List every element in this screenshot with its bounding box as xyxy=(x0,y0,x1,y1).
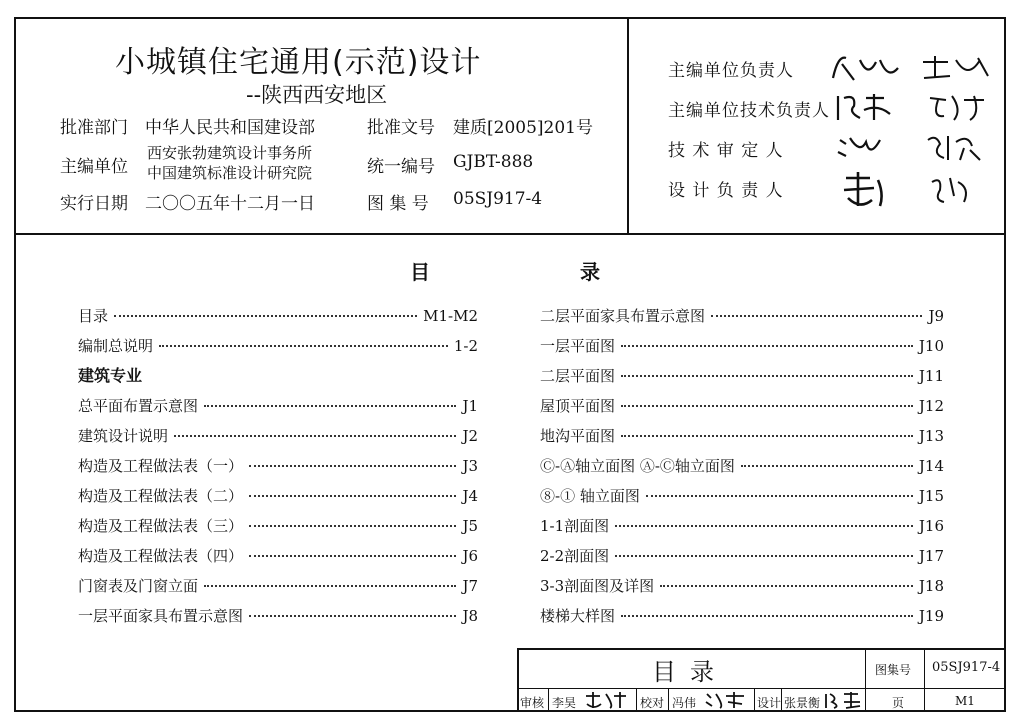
approval-doc-value: 建质[2005]201号 xyxy=(453,118,593,138)
toc-entry-title: 构造及工程做法表（三） xyxy=(78,517,244,535)
toc-entry[interactable] xyxy=(540,305,944,331)
toc-entry-page: J16 xyxy=(918,517,944,535)
role-design-lead xyxy=(668,170,998,206)
toc-entry-page: J12 xyxy=(918,397,944,415)
atlas-no-value: 05SJ917-4 xyxy=(453,189,543,209)
role-technical-reviewer xyxy=(668,130,998,166)
toc-entry[interactable] xyxy=(540,455,944,481)
leader-dots xyxy=(621,375,913,377)
page-label: 页 xyxy=(892,696,905,710)
title-block-mid-line xyxy=(517,688,1006,689)
toc-entry-title: 构造及工程做法表（二） xyxy=(78,487,244,505)
handwritten-signature xyxy=(840,170,998,210)
handwritten-signature xyxy=(836,130,998,164)
toc-entry-page: J15 xyxy=(918,487,944,505)
toc-entry-title: 编制总说明 xyxy=(78,337,154,355)
toc-entry-page: J6 xyxy=(462,547,478,565)
atlas-main-title: 小城镇住宅通用(示范)设计 xyxy=(115,45,482,80)
toc-entry-title: 二层平面家具布置示意图 xyxy=(540,307,706,325)
role-label: 主编单位技术负责人 xyxy=(668,101,830,121)
toc-entry-page: J17 xyxy=(918,547,944,565)
toc-entry[interactable] xyxy=(78,605,478,631)
leader-dots xyxy=(114,315,417,317)
toc-entry-page: J13 xyxy=(918,427,944,445)
toc-entry-title: 建筑设计说明 xyxy=(78,427,169,445)
toc-entry-title: 一层平面图 xyxy=(540,337,616,355)
handwritten-signature xyxy=(834,90,998,124)
header-column-divider xyxy=(627,17,629,234)
leader-dots xyxy=(615,555,913,557)
leader-dots xyxy=(711,315,922,317)
toc-entry-page: J11 xyxy=(918,367,944,385)
role-label: 设 计 负 责 人 xyxy=(668,181,784,201)
title-block-divider xyxy=(865,648,866,712)
approval-doc-label: 批准文号 xyxy=(367,118,435,138)
toc-entry-title: 屋顶平面图 xyxy=(540,397,616,415)
toc-entry[interactable] xyxy=(78,395,478,421)
check-name: 冯伟 xyxy=(672,696,697,710)
effective-date-label: 实行日期 xyxy=(60,194,128,214)
toc-entry-page: J7 xyxy=(462,577,478,595)
title-block-title: 目录 xyxy=(652,657,728,686)
leader-dots xyxy=(621,345,913,347)
unified-no-label: 统一编号 xyxy=(367,157,435,177)
design-name: 张景衡 xyxy=(784,696,821,710)
toc-entry[interactable] xyxy=(540,545,944,571)
toc-entry[interactable] xyxy=(540,395,944,421)
title-block-atlas-value: 05SJ917-4 xyxy=(932,660,1001,675)
toc-entry[interactable] xyxy=(78,515,478,541)
toc-entry-page: J2 xyxy=(462,427,478,445)
toc-entry-page: M1-M2 xyxy=(423,307,478,325)
toc-entry[interactable] xyxy=(540,425,944,451)
handwritten-signature xyxy=(584,690,630,710)
toc-entry-page: J4 xyxy=(462,487,478,505)
leader-dots xyxy=(621,435,913,437)
toc-entry[interactable] xyxy=(540,485,944,511)
role-chief-unit-head xyxy=(668,50,998,86)
leader-dots xyxy=(615,525,913,527)
toc-entry-title: 总平面布置示意图 xyxy=(78,397,199,415)
toc-entry-title: ⑧-① 轴立面图 xyxy=(540,487,640,505)
toc-entry-title: 地沟平面图 xyxy=(540,427,616,445)
toc-entry-title: 门窗表及门窗立面 xyxy=(78,577,199,595)
toc-entry[interactable] xyxy=(78,425,478,451)
toc-heading-right: 录 xyxy=(580,260,600,284)
title-block-divider xyxy=(548,688,549,712)
check-label: 校对 xyxy=(640,696,665,710)
review-name: 李昊 xyxy=(552,696,577,710)
title-block-divider xyxy=(754,688,755,712)
toc-entry[interactable] xyxy=(78,485,478,511)
toc-entry-title: 3-3剖面图及详图 xyxy=(540,577,655,595)
role-label: 主编单位负责人 xyxy=(668,61,794,81)
role-chief-tech-head xyxy=(668,90,998,126)
toc-heading-left: 目 xyxy=(410,260,430,284)
toc-entry[interactable] xyxy=(78,305,478,331)
toc-entry-page: J8 xyxy=(462,607,478,625)
leader-dots xyxy=(204,405,456,407)
toc-entry-title: 目录 xyxy=(78,307,109,325)
title-block-divider xyxy=(668,688,669,712)
toc-entry[interactable] xyxy=(78,545,478,571)
leader-dots xyxy=(174,435,456,437)
leader-dots xyxy=(621,405,913,407)
toc-entry[interactable] xyxy=(540,515,944,541)
toc-entry-page: J3 xyxy=(462,457,478,475)
toc-entry-page: J5 xyxy=(462,517,478,535)
toc-entry-page: J9 xyxy=(928,307,944,325)
header-divider xyxy=(14,233,1006,235)
leader-dots xyxy=(204,585,456,587)
leader-dots xyxy=(249,555,456,557)
atlas-no-label: 图 集 号 xyxy=(367,194,429,214)
handwritten-signature xyxy=(824,690,864,710)
role-label: 技 术 审 定 人 xyxy=(668,141,784,161)
title-block-divider xyxy=(924,648,925,712)
toc-entry-title: 构造及工程做法表（一） xyxy=(78,457,244,475)
toc-entry-page: J18 xyxy=(918,577,944,595)
editor-unit-label: 主编单位 xyxy=(60,157,128,177)
toc-entry[interactable] xyxy=(78,335,478,361)
toc-entry-title: 二层平面图 xyxy=(540,367,616,385)
page-value: M1 xyxy=(955,694,975,708)
toc-entry-page: J19 xyxy=(918,607,944,625)
leader-dots xyxy=(249,525,456,527)
toc-entry-page: 1-2 xyxy=(453,337,478,355)
title-block-divider xyxy=(636,688,637,712)
toc-entry-page: J10 xyxy=(918,337,944,355)
effective-date-value: 二〇〇五年十二月一日 xyxy=(145,194,315,214)
title-block-divider xyxy=(781,688,782,712)
toc-entry[interactable] xyxy=(78,455,478,481)
toc-entry-page: J14 xyxy=(918,457,944,475)
toc-entry-page: J1 xyxy=(462,397,478,415)
toc-entry-title: Ⓒ-Ⓐ轴立面图 Ⓐ-Ⓒ轴立面图 xyxy=(540,457,735,475)
toc-section-architecture: 建筑专业 xyxy=(78,366,143,385)
design-label: 设计 xyxy=(757,696,782,710)
approval-dept-label: 批准部门 xyxy=(60,118,128,138)
leader-dots xyxy=(249,465,456,467)
atlas-sub-title: --陕西西安地区 xyxy=(246,83,388,107)
toc-entry[interactable] xyxy=(540,335,944,361)
approval-dept-value: 中华人民共和国建设部 xyxy=(145,118,315,138)
leader-dots xyxy=(646,495,913,497)
toc-entry[interactable] xyxy=(78,575,478,601)
leader-dots xyxy=(249,615,456,617)
toc-entry[interactable] xyxy=(540,605,944,631)
leader-dots xyxy=(741,465,913,467)
editor-unit-line2: 中国建筑标准设计研究院 xyxy=(147,164,313,182)
leader-dots xyxy=(249,495,456,497)
leader-dots xyxy=(621,615,913,617)
toc-entry-title: 2-2剖面图 xyxy=(540,547,610,565)
unified-no-value: GJBT-888 xyxy=(453,152,534,172)
toc-entry-title: 构造及工程做法表（四） xyxy=(78,547,244,565)
toc-entry[interactable] xyxy=(540,365,944,391)
toc-entry-title: 楼梯大样图 xyxy=(540,607,616,625)
toc-entry-title: 一层平面家具布置示意图 xyxy=(78,607,244,625)
editor-unit-line1: 西安张勃建筑设计事务所 xyxy=(147,144,313,162)
title-block-atlas-label: 图集号 xyxy=(875,663,912,677)
leader-dots xyxy=(159,345,448,347)
handwritten-signature xyxy=(828,50,998,84)
handwritten-signature xyxy=(704,690,750,710)
title-block-left-line xyxy=(517,648,519,712)
leader-dots xyxy=(660,585,913,587)
toc-entry-title: 1-1剖面图 xyxy=(540,517,610,535)
toc-entry[interactable] xyxy=(540,575,944,601)
review-label: 审核 xyxy=(520,696,545,710)
